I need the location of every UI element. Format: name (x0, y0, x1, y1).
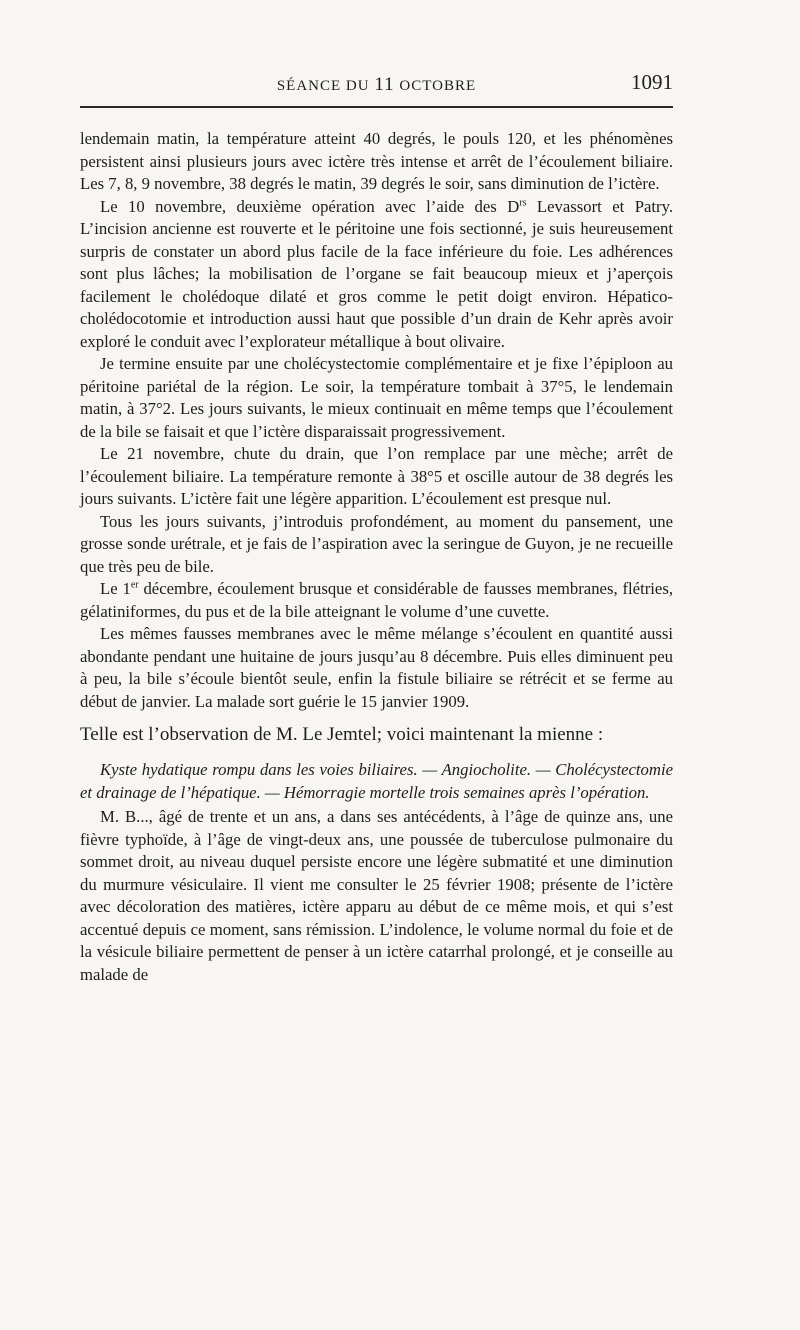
case-text: M. B..., âgé de trente et un ans, a dans ses antécédents, à l’âge de quinze ans, une fièvre typhoïde, à l’âge de vingt-deux ans, une poussée de tuberculose pulmonaire du sommet droit, au niveau duquel persiste encore une légère submatité et une diminution du murmure vésiculaire. Il vient me consulter le 25 février 1908; présente de l’ictère avec décoloration des matières, ictère apparu au début de ce même mois, et qui s’est accentué depuis ce moment, sans rémission. L’indolence, le volume normal du foie et de la vésicule biliaire permettent de penser à un ictère catarrhal prolongé, et je conseille au malade de (80, 807, 673, 984)
case-title: Kyste hydatique rompu dans les voies biliaires. — Angiocholite. — Cholécystectomie et drainage de l’hépatique. — Hémorragie mortelle trois semaines après l’opération. (80, 760, 673, 802)
body-text (80, 128, 673, 986)
paragraph-7: Les mêmes fausses membranes avec le même mélange s’écoulent en quantité aussi abondante pendant une huitaine de jours jusqu’au 8 décembre. Puis elles diminuent peu à peu, la bile s’écoule bientôt seule, enfin la fistule biliaire se rétrécit et se ferme au début de janvier. La malade sort guérie le 15 janvier 1909. (80, 624, 673, 711)
paragraph-6-superscript: er (130, 579, 139, 591)
paragraph-2 (80, 196, 673, 354)
paragraph-4: Le 21 novembre, chute du drain, que l’on remplace par une mèche; arrêt de l’écoulement biliaire. La température remonte à 38°5 et oscille autour de 38 degrés les jours suivants. L’ictère fait une légère apparition. L’écoulement est presque nul. (80, 444, 673, 508)
page-number: 1091 (631, 70, 673, 94)
lead-paragraph: Telle est l’observation de M. Le Jemtel; voici maintenant la mienne : (80, 724, 604, 745)
running-title (80, 74, 673, 96)
paragraph-2-superscript: rs (519, 196, 527, 208)
paragraph-2-rest: Levassort et Patry. L’incision ancienne est rouverte et le péritoine une fois sectionné, je suis heureusement surpris de constater un abord plus facile de la face inférieure du foie. Les adhérences sont plus lâches; la mobilisation de l’organe se fait beaucoup mieux et j’aperçois facilement le cholédoque dilaté et gros comme le petit doigt environ. Hépatico-cholédocotomie et introduction aussi haut que possible d’un drain de Kehr après avoir exploré le conduit avec l’explorateur métallique à bout olivaire. (80, 196, 674, 351)
paragraph-1: lendemain matin, la température atteint 40 degrés, le pouls 120, et les phénomènes persistent ainsi plusieurs jours avec ictère très intense et arrêt de l’écoulement biliaire. Les 7, 8, 9 novembre, 38 degrés le matin, 39 degrés le soir, sans diminution de l’ictère. (80, 129, 673, 193)
paragraph-6-rest: décembre, écoulement brusque et considérable de fausses membranes, flétries, gélatiniformes, du pus et de la bile atteignant le volume d’une cuvette. (80, 579, 673, 621)
paragraph-6-start: Le 1 (100, 579, 131, 598)
running-title-prefix: SÉANCE DU (276, 78, 375, 94)
paragraph-5: Tous les jours suivants, j’introduis profondément, au moment du pansement, une grosse sonde urétrale, et je fais de l’aspiration avec la seringue de Guyon, je ne recueille que très peu de bile. (80, 511, 673, 576)
running-title-day: 11 (374, 74, 395, 95)
paragraph-2-start: Le 10 novembre, deuxième opération avec l’aide des D (100, 196, 520, 216)
paragraph-3: Je termine ensuite par une cholécystectomie complémentaire et je fixe l’épiploon au péritoine pariétal de la région. Le soir, la température tombait à 37°5, le lendemain matin, à 37°2. Les jours suivants, le mieux continuait en même temps que l’écoulement de la bile se faisait et que l’ictère disparaissait progressivement. (80, 354, 673, 441)
header-rule (80, 106, 673, 108)
running-title-suffix: OCTOBRE (394, 78, 477, 94)
paragraph-6 (80, 578, 673, 623)
running-header (80, 70, 673, 100)
